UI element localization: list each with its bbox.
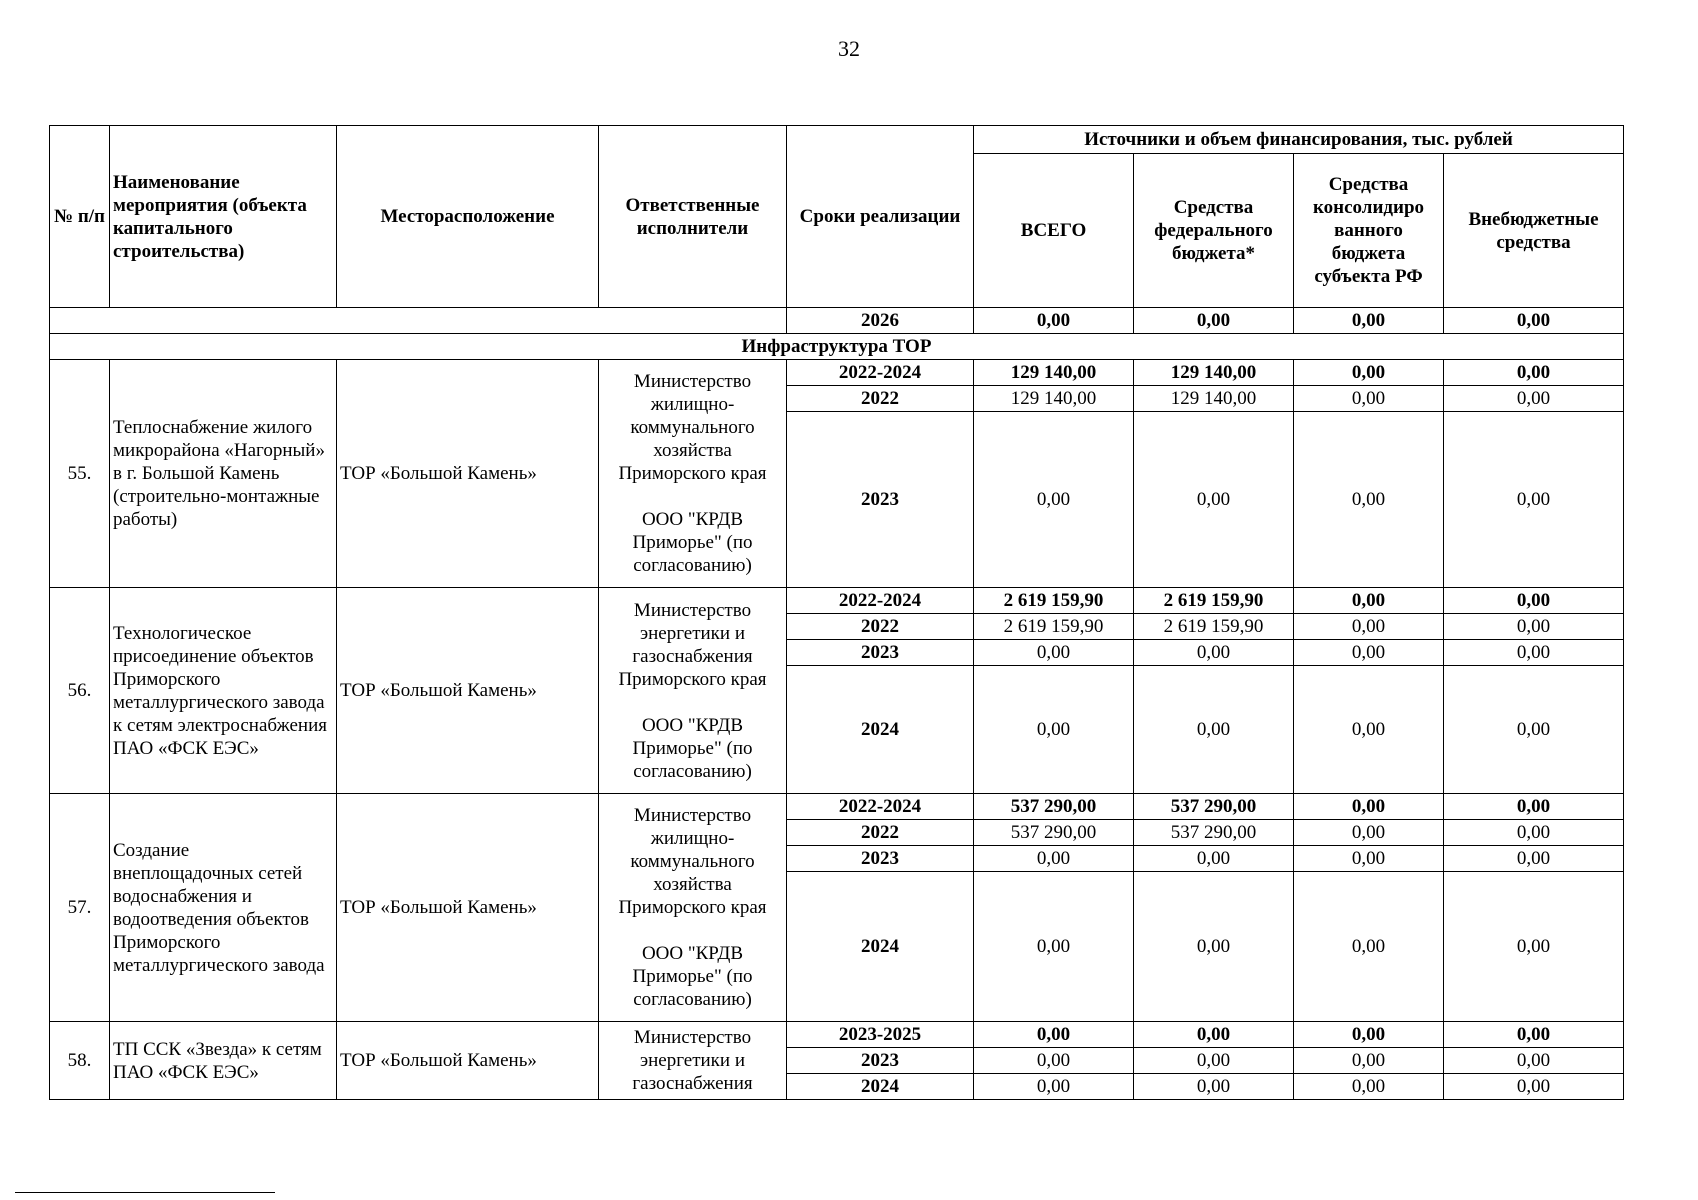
item-responsible: Министерство жилищно-коммунального хозяйства Приморского края ООО "КРДВ Приморье" (по согласованию) xyxy=(599,360,787,588)
row-federal: 0,00 xyxy=(1134,1048,1294,1074)
row-total: 0,00 xyxy=(974,846,1134,872)
row-year: 2023 xyxy=(787,846,974,872)
row-extra: 0,00 xyxy=(1444,1048,1624,1074)
carry-row xyxy=(50,308,1624,334)
table-row xyxy=(50,588,1624,614)
item-responsible: Министерство энергетики и газоснабжения Приморского края ООО "КРДВ Приморье" (по согласованию) xyxy=(599,588,787,794)
row-extra: 0,00 xyxy=(1444,1022,1624,1048)
row-consolidated: 0,00 xyxy=(1294,820,1444,846)
item-num: 55. xyxy=(50,360,110,588)
row-consolidated: 0,00 xyxy=(1294,1074,1444,1100)
carry-row-blank xyxy=(50,308,787,334)
row-year: 2022-2024 xyxy=(787,794,974,820)
row-year: 2024 xyxy=(787,872,974,1022)
item-location: ТОР «Большой Камень» xyxy=(337,360,599,588)
row-extra: 0,00 xyxy=(1444,820,1624,846)
row-consolidated: 0,00 xyxy=(1294,360,1444,386)
header-extra: Внебюджетные средства xyxy=(1444,154,1624,308)
row-total: 0,00 xyxy=(974,1048,1134,1074)
row-total: 537 290,00 xyxy=(974,820,1134,846)
row-extra: 0,00 xyxy=(1444,666,1624,794)
row-federal: 0,00 xyxy=(1134,1074,1294,1100)
row-consolidated: 0,00 xyxy=(1294,794,1444,820)
item-responsible: Министерство жилищно-коммунального хозяйства Приморского края ООО "КРДВ Приморье" (по согласованию) xyxy=(599,794,787,1022)
row-federal: 2 619 159,90 xyxy=(1134,588,1294,614)
row-federal: 0,00 xyxy=(1134,666,1294,794)
row-year: 2022 xyxy=(787,820,974,846)
row-total: 0,00 xyxy=(974,872,1134,1022)
row-extra: 0,00 xyxy=(1444,360,1624,386)
table-body xyxy=(50,308,1624,1100)
row-extra: 0,00 xyxy=(1444,588,1624,614)
row-extra: 0,00 xyxy=(1444,794,1624,820)
header-federal: Средства федерального бюджета* xyxy=(1134,154,1294,308)
row-total: 129 140,00 xyxy=(974,360,1134,386)
row-total: 2 619 159,90 xyxy=(974,588,1134,614)
row-federal: 0,00 xyxy=(1134,412,1294,588)
row-extra: 0,00 xyxy=(1444,614,1624,640)
row-federal: 0,00 xyxy=(1134,640,1294,666)
row-year: 2022-2024 xyxy=(787,588,974,614)
header-funding-group: Источники и объем финансирования, тыс. рублей xyxy=(974,126,1624,154)
header-total: ВСЕГО xyxy=(974,154,1134,308)
carry-total: 0,00 xyxy=(974,308,1134,334)
row-federal: 0,00 xyxy=(1134,872,1294,1022)
row-extra: 0,00 xyxy=(1444,872,1624,1022)
item-num: 58. xyxy=(50,1022,110,1100)
item-num: 57. xyxy=(50,794,110,1022)
row-total: 0,00 xyxy=(974,1022,1134,1048)
section-title: Инфраструктура ТОР xyxy=(50,334,1624,360)
header-consolidated: Средства консолидиро ванного бюджета субъекта РФ xyxy=(1294,154,1444,308)
financing-table xyxy=(49,125,1624,1100)
carry-consolidated: 0,00 xyxy=(1294,308,1444,334)
row-consolidated: 0,00 xyxy=(1294,588,1444,614)
row-federal: 2 619 159,90 xyxy=(1134,614,1294,640)
row-consolidated: 0,00 xyxy=(1294,614,1444,640)
page-number: 32 xyxy=(838,36,860,61)
item-location: ТОР «Большой Камень» xyxy=(337,794,599,1022)
header-location: Месторасположение xyxy=(337,126,599,308)
item-responsible: Министерство энергетики и газоснабжения xyxy=(599,1022,787,1100)
row-extra: 0,00 xyxy=(1444,386,1624,412)
table-header xyxy=(50,126,1624,308)
table-row xyxy=(50,1022,1624,1048)
row-federal: 129 140,00 xyxy=(1134,386,1294,412)
item-location: ТОР «Большой Камень» xyxy=(337,588,599,794)
row-total: 2 619 159,90 xyxy=(974,614,1134,640)
row-extra: 0,00 xyxy=(1444,1074,1624,1100)
row-federal: 0,00 xyxy=(1134,1022,1294,1048)
header-responsible: Ответственные исполнители xyxy=(599,126,787,308)
row-extra: 0,00 xyxy=(1444,412,1624,588)
row-year: 2022 xyxy=(787,614,974,640)
row-consolidated: 0,00 xyxy=(1294,640,1444,666)
item-name: Создание внеплощадочных сетей водоснабжения и водоотведения объектов Приморского металлургического завода xyxy=(110,794,337,1022)
row-year: 2022-2024 xyxy=(787,360,974,386)
row-year: 2024 xyxy=(787,666,974,794)
section-row xyxy=(50,334,1624,360)
row-year: 2024 xyxy=(787,1074,974,1100)
row-consolidated: 0,00 xyxy=(1294,666,1444,794)
item-name: Технологическое присоединение объектов Приморского металлургического завода к сетям электроснабжения ПАО «ФСК ЕЭС» xyxy=(110,588,337,794)
row-consolidated: 0,00 xyxy=(1294,872,1444,1022)
header-num: № п/п xyxy=(50,126,110,308)
row-consolidated: 0,00 xyxy=(1294,846,1444,872)
carry-extra: 0,00 xyxy=(1444,308,1624,334)
item-num: 56. xyxy=(50,588,110,794)
row-total: 0,00 xyxy=(974,412,1134,588)
item-name: ТП ССК «Звезда» к сетям ПАО «ФСК ЕЭС» xyxy=(110,1022,337,1100)
row-federal: 537 290,00 xyxy=(1134,794,1294,820)
row-consolidated: 0,00 xyxy=(1294,1048,1444,1074)
row-federal: 129 140,00 xyxy=(1134,360,1294,386)
carry-federal: 0,00 xyxy=(1134,308,1294,334)
table-row xyxy=(50,794,1624,820)
row-total: 0,00 xyxy=(974,640,1134,666)
row-total: 0,00 xyxy=(974,666,1134,794)
row-federal: 537 290,00 xyxy=(1134,820,1294,846)
row-year: 2023 xyxy=(787,412,974,588)
row-federal: 0,00 xyxy=(1134,846,1294,872)
item-name: Теплоснабжение жилого микрорайона «Нагорный» в г. Большой Камень (строительно-монтажные работы) xyxy=(110,360,337,588)
row-year: 2023-2025 xyxy=(787,1022,974,1048)
row-year: 2023 xyxy=(787,1048,974,1074)
row-total: 0,00 xyxy=(974,1074,1134,1100)
item-location: ТОР «Большой Камень» xyxy=(337,1022,599,1100)
row-consolidated: 0,00 xyxy=(1294,386,1444,412)
row-extra: 0,00 xyxy=(1444,846,1624,872)
header-name: Наименование мероприятия (объекта капитального строительства) xyxy=(110,126,337,308)
table-row xyxy=(50,360,1624,386)
row-year: 2022 xyxy=(787,386,974,412)
row-total: 537 290,00 xyxy=(974,794,1134,820)
row-total: 129 140,00 xyxy=(974,386,1134,412)
row-consolidated: 0,00 xyxy=(1294,1022,1444,1048)
carry-year: 2026 xyxy=(787,308,974,334)
header-terms: Сроки реализации xyxy=(787,126,974,308)
footnote-divider xyxy=(15,1192,275,1193)
row-extra: 0,00 xyxy=(1444,640,1624,666)
row-year: 2023 xyxy=(787,640,974,666)
row-consolidated: 0,00 xyxy=(1294,412,1444,588)
